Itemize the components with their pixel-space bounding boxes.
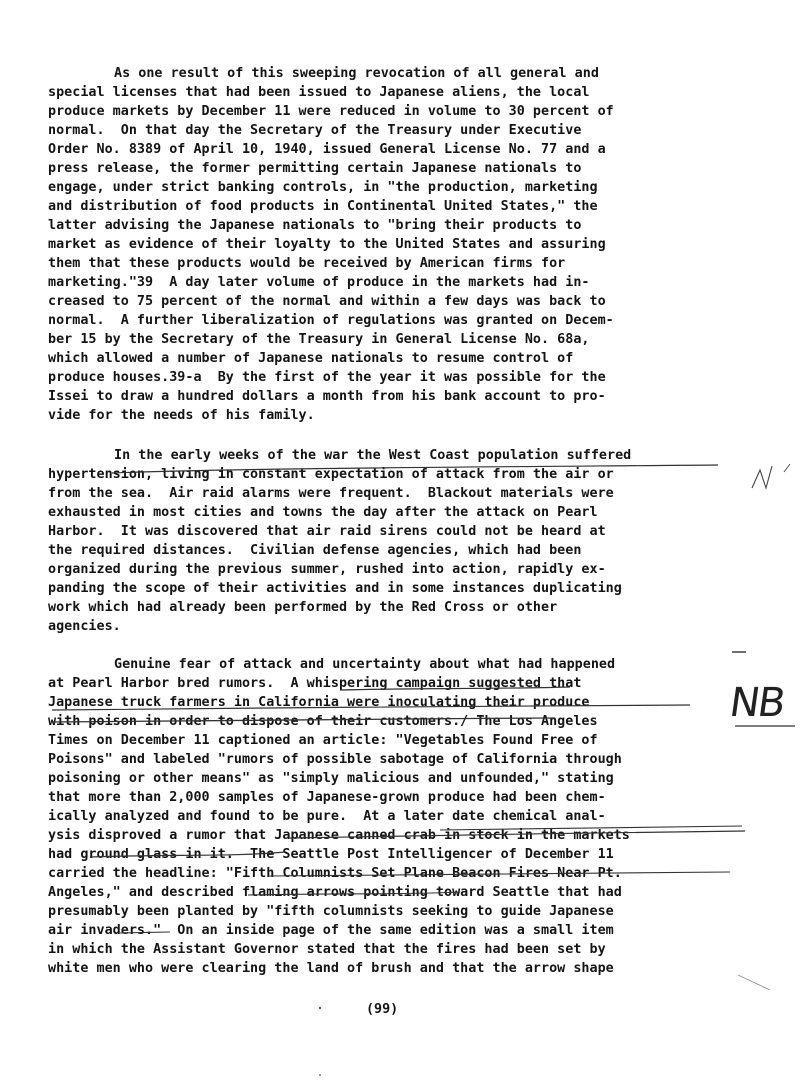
text-line: presumably been planted by "fifth columnists seeking to guide Japanese — [48, 904, 614, 919]
text-line: produce markets by December 11 were reduced in volume to 30 percent of — [48, 104, 614, 119]
text-line: ysis disproved a rumor that Japanese canned crab in stock in the markets — [48, 828, 630, 843]
text-line: creased to 75 percent of the normal and within a few days was back to — [48, 294, 606, 309]
text-line: As one result of this sweeping revocation of all general and — [114, 66, 599, 81]
text-line: at Pearl Harbor bred rumors. A whispering campaign suggested that — [48, 676, 582, 691]
text-line: Issei to draw a hundred dollars a month from his bank account to pro- — [48, 389, 606, 404]
text-line: latter advising the Japanese nationals to "bring their products to — [48, 218, 582, 233]
text-line: produce houses.39-a By the first of the year it was possible for the — [48, 370, 606, 385]
margin-mark — [784, 464, 790, 472]
page-number: (99) — [366, 1002, 399, 1017]
text-line: In the early weeks of the war the West Coast population suffered — [114, 448, 632, 463]
text-line: organized during the previous summer, rushed into action, rapidly ex- — [48, 562, 606, 577]
text-line: white men who were clearing the land of brush and that the arrow shape — [48, 961, 614, 976]
text-line: agencies. — [48, 619, 121, 634]
text-line: Order No. 8389 of April 10, 1940, issued General License No. 77 and a — [48, 142, 606, 157]
text-line: had ground glass in it. The Seattle Post Intelligencer of December 11 — [48, 847, 614, 862]
text-line: special licenses that had been issued to Japanese aliens, the local — [48, 85, 590, 100]
text-line: which allowed a number of Japanese nationals to resume control of — [48, 351, 574, 366]
text-line: Genuine fear of attack and uncertainty about what had happened — [114, 657, 616, 672]
text-line: ically analyzed and found to be pure. At a later date chemical anal- — [48, 809, 606, 824]
text-line: that more than 2,000 samples of Japanese-grown produce had been chem- — [48, 790, 606, 805]
text-line: press release, the former permitting certain Japanese nationals to — [48, 161, 582, 176]
text-line: exhausted in most cities and towns the day after the attack on Pearl — [48, 505, 598, 520]
text-line: the required distances. Civilian defense agencies, which had been — [48, 543, 582, 558]
text-line: work which had already been performed by the Red Cross or other — [48, 600, 558, 615]
text-line: panding the scope of their activities and in some instances duplicating — [48, 581, 622, 596]
text-line: hypertension, living in constant expectation of attack from the air or — [48, 467, 614, 482]
text-line: from the sea. Air raid alarms were frequent. Blackout materials were — [48, 486, 614, 501]
text-line: Harbor. It was discovered that air raid sirens could not be heard at — [48, 524, 606, 539]
margin-mark — [752, 466, 772, 488]
text-line: Japanese truck farmers in California were inoculating their produce — [48, 695, 590, 710]
handwritten-nb-note: NB — [726, 680, 787, 726]
text-line: Poisons" and labeled "rumors of possible sabotage of California through — [48, 752, 622, 767]
text-line: vide for the needs of his family. — [48, 408, 315, 423]
paragraph-2 — [48, 446, 748, 636]
text-line: with poison in order to dispose of their customers./ The Los Angeles — [48, 714, 598, 729]
text-line: carried the headline: "Fifth Columnists Set Plane Beacon Fires Near Pt. — [48, 866, 622, 881]
text-line: and distribution of food products in Continental United States," the — [48, 199, 598, 214]
stray-mark — [319, 1074, 321, 1076]
paragraph-1 — [48, 64, 748, 425]
text-line: marketing."39 A day later volume of produce in the markets had in- — [48, 275, 590, 290]
text-line: air invaders." On an inside page of the same edition was a small item — [48, 923, 614, 938]
text-line: them that these products would be received by American firms for — [48, 256, 566, 271]
text-line: in which the Assistant Governor stated that the fires had been set by — [48, 942, 606, 957]
text-line: normal. A further liberalization of regulations was granted on Decem- — [48, 313, 614, 328]
text-line: engage, under strict banking controls, in "the production, marketing — [48, 180, 598, 195]
text-line: normal. On that day the Secretary of the Treasury under Executive — [48, 123, 582, 138]
text-line: market as evidence of their loyalty to the United States and assuring — [48, 237, 606, 252]
stray-mark — [319, 1007, 321, 1009]
paragraph-3 — [48, 655, 748, 978]
text-line: Times on December 11 captioned an article: "Vegetables Found Free of — [48, 733, 598, 748]
text-line: ber 15 by the Secretary of the Treasury in General License No. 68a, — [48, 332, 590, 347]
text-line: Angeles," and described flaming arrows pointing toward Seattle that had — [48, 885, 622, 900]
text-line: poisoning or other means" as "simply malicious and unfounded," stating — [48, 771, 614, 786]
